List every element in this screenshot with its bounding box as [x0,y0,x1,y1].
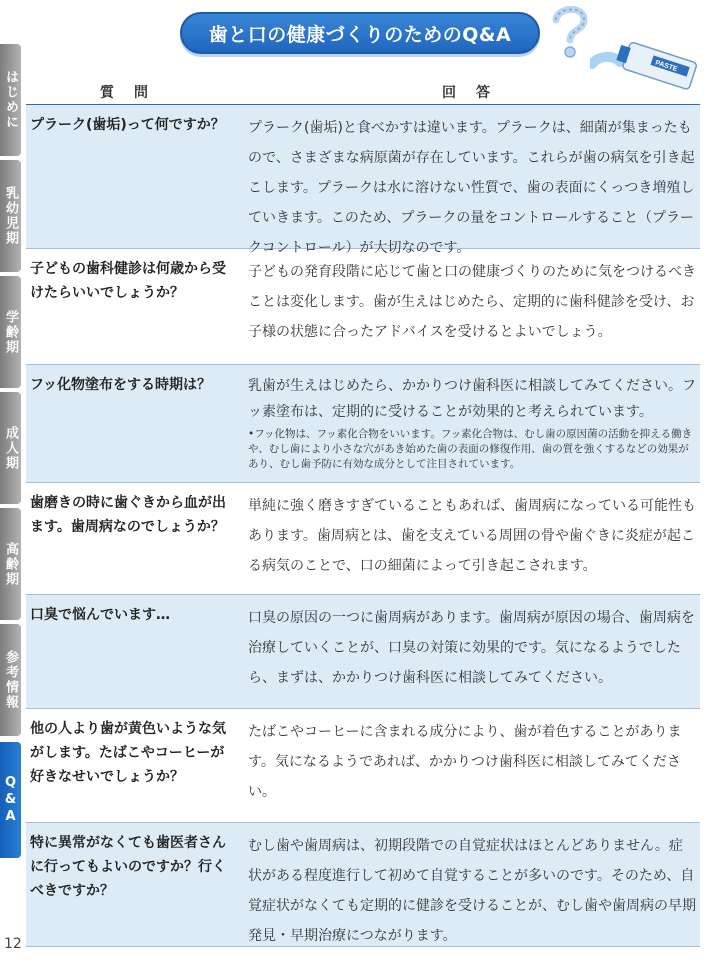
answer-cell: 口臭の原因の一つに歯周病があります。歯周病が原因の場合、歯周病を治療していくことが、口臭の対策に効果的です。気になるようでしたら、まずは、かかりつけ歯科医に相談してみてください。 [248,610,695,686]
side-tab-infant[interactable]: 乳幼児期 [0,160,21,272]
page-title: 歯と口の健康づくりのためのQ&A [208,23,512,46]
answer-cell: プラーク(歯垢)と食べかすは違います。プラークは、細菌が集まったもので、さまざまな病原菌が存在しています。これらが歯の病気を引き起こします。プラークは水に溶けない性質で、歯の表面にくっつき増殖していきます。このため、プラークの量をコントロールすること（プラークコントロール）が大切なのです。 [248,120,695,256]
answer-text: 乳歯が生えはじめたら、かかりつけ歯科医に相談してみてください。フッ素塗布は、定期的に受けることが効果的と考えられています。 [248,378,696,420]
table-row [26,595,700,709]
table-row [26,105,700,256]
side-tab-qa[interactable]: Q&A [0,742,21,858]
question-cell: 子どもの歯科健診は何歳から受けたらいいでしょうか？ [30,261,226,301]
page-title-banner [180,12,540,54]
question-mark-icon [548,2,592,60]
side-tab-intro[interactable]: はじめに [0,44,21,156]
side-tab-reference[interactable]: 参考情報 [0,624,21,736]
page-number: 12 [4,936,22,952]
question-cell: 特に異常がなくても歯医者さんに行ってもよいのですか？行くべきですか？ [30,835,226,899]
answer-cell [248,373,696,472]
question-cell: フッ化物塗布をする時期は？ [30,377,212,393]
answer-cell: 単純に強く磨きすぎていることもあれば、歯周病になっている可能性もあります。歯周病とは、歯を支えている周囲の骨や歯ぐきに炎症が起こる病気のことで、口の細菌によって引き起こされます。 [248,498,696,574]
answer-column-header: 回答 [442,85,510,101]
toothpaste-icon [590,38,700,100]
question-column-header: 質問 [100,85,168,101]
side-tab-school-age[interactable]: 学齢期 [0,276,21,388]
question-cell: 歯磨きの時に歯ぐきから血が出ます。歯周病なのでしょうか？ [30,495,226,535]
paste-label: PASTE [654,59,679,74]
question-cell: プラーク(歯垢)って何ですか？ [30,117,225,133]
answer-cell: 子どもの発育段階に応じて歯と口の健康づくりのために気をつけるべきことは変化します。歯が生えはじめたら、定期的に歯科健診を受け、お子様の状態に合ったアドバイスを受けるとよいでしょう。 [248,264,696,340]
answer-cell: たばこやコーヒーに含まれる成分により、歯が着色することがあります。気になるようであれば、かかりつけ歯科医に相談してみてください。 [248,724,682,800]
table-row [26,709,700,823]
table-row [26,365,700,483]
question-cell: 口臭で悩んでいます… [30,607,170,623]
table-row [26,823,700,947]
question-cell: 他の人より歯が黄色いような気がします。たばこやコーヒーが好きなせいでしょうか？ [30,721,226,785]
table-row [26,249,700,365]
fluoride-note: •フッ化物は、フッ素化合物をいいます。フッ素化合物は、むし歯の原因菌の活動を抑える働きや、むし歯により小さな穴があき始めた歯の表面の修復作用、歯の質を強くするなどの効果があり、むし歯予防に有効な成分として注目されています。 [248,428,693,470]
side-tab-elderly[interactable]: 高齢期 [0,508,21,620]
answer-cell: むし歯や歯周病は、初期段階での自覚症状はほとんどありません。症状がある程度進行して初めて自覚することが多いのです。そのため、自覚症状がなくても定期的に健診を受けることが、むし歯や歯周病の早期発見・早期治療につながります。 [248,838,696,944]
table-row [26,483,700,595]
side-tab-adult[interactable]: 成人期 [0,392,21,504]
